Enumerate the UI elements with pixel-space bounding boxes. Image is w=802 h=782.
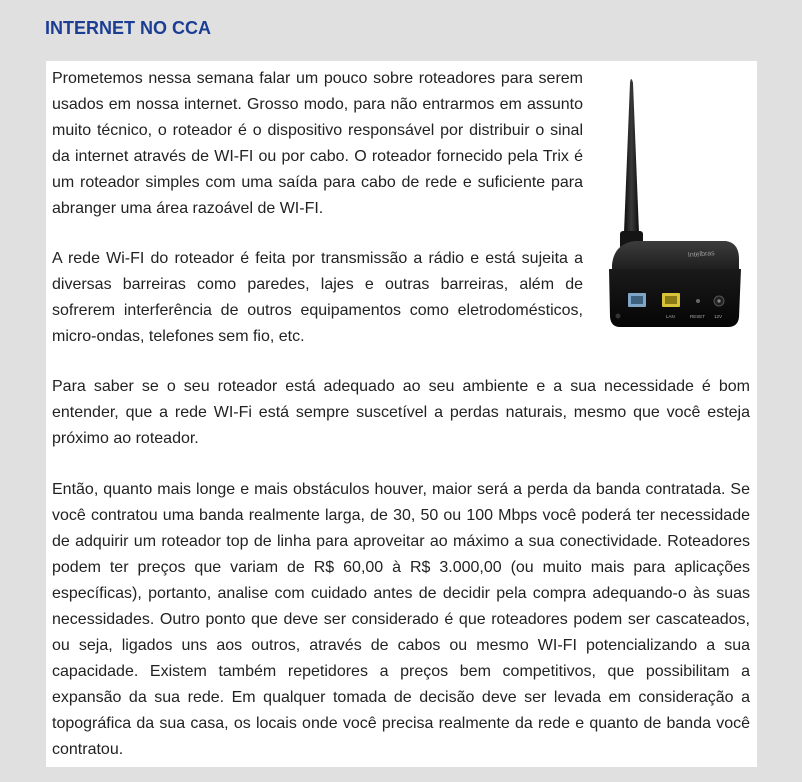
router-port-label-lan: LAN	[666, 314, 675, 319]
page-title: INTERNET NO CCA	[45, 18, 211, 38]
router-port-label-reset: RESET	[690, 314, 706, 319]
router-port-label-power: 12V	[714, 314, 723, 319]
paragraph-routers-intro: Prometemos nessa semana falar um pouco sobre roteadores para serem usados em nossa internet. Grosso modo, para não entrarmos em assunto muito técnico, o roteador é o dispositivo responsável por distribuir o sinal da internet através de WI-FI ou por cabo. O roteador fornecido pela Trix é um roteador simples com uma saída para cabo de rede e suficiente para abranger uma área razoável de WI-FI.	[52, 70, 583, 217]
router-image	[606, 73, 741, 331]
paragraph-router-suitability: Para saber se o seu roteador está adequado ao seu ambiente e a sua necessidade é bom entender, que a rede WI-Fi está sempre suscetível a perdas naturais, mesmo que você esteja próximo ao roteador.	[52, 378, 750, 447]
article-content	[46, 61, 757, 767]
router-brand-label: Intelbras	[687, 250, 715, 259]
paragraph-wifi-barriers: A rede Wi-FI do roteador é feita por transmissão a rádio e está sujeita a diversas barreiras como paredes, lajes e outras barreiras, além de sofrerem interferência de outros equipamentos como eletrodomésticos, micro-ondas, telefones sem fio, etc.	[52, 250, 583, 345]
paragraph-bandwidth-advice: Então, quanto mais longe e mais obstáculos houver, maior será a perda da banda contratada. Se você contratou uma banda realmente larga, de 30, 50 ou 100 Mbps você poderá ter necessidade de adquirir um roteador top de linha para aproveitar ao máximo a sua conectividade. Roteadores podem ter preços que variam de R$ 60,00 à R$ 3.000,00 (ou muito mais para aplicações específicas), portanto, analise com cuidado antes de decidir pela compra adequando-o às suas necessidades. Outro ponto que deve ser considerado é que roteadores podem ser cascateados, ou seja, ligados uns aos outros, através de cabos ou mesmo WI-FI potencializando a sua capacidade. Existem também repetidores a preços bem competitivos, que possibilitam a expansão da sua rede. Em qualquer tomada de decisão deve ser levada em consideração a topográfica da sua casa, os locais onde você precisa realmente da rede e quanto de banda você contratou.	[52, 481, 750, 758]
